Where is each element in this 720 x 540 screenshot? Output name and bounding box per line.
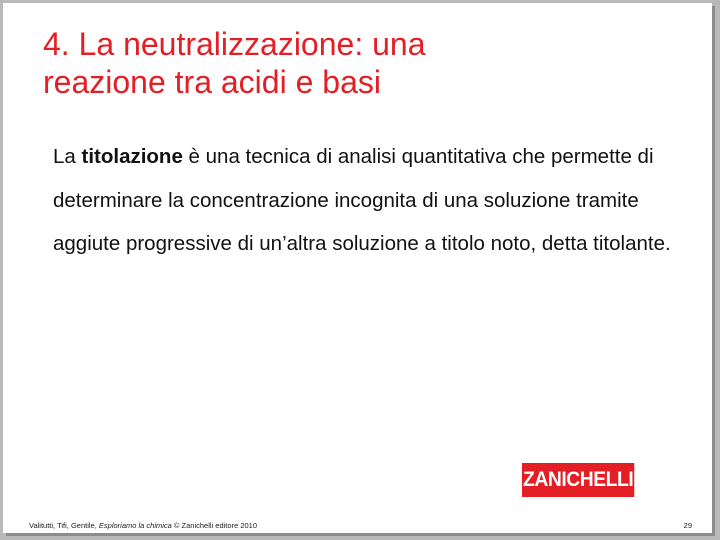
title-line-2: reazione tra acidi e basi bbox=[43, 64, 381, 100]
page-number: 29 bbox=[683, 521, 692, 530]
body-text-pre: La bbox=[53, 145, 82, 168]
zanichelli-logo: ZANICHELLI bbox=[522, 463, 634, 497]
slide-title bbox=[43, 25, 643, 101]
footer-credits bbox=[29, 521, 257, 530]
body-text-post: è una tecnica di analisi quantitativa che permette di determinare la concentrazione incognita di una soluzione tramite aggiute progressive di un’altra soluzione a titolo noto, detta titolante. bbox=[53, 145, 671, 255]
footer-book-title: Esploriamo la chimica bbox=[98, 521, 172, 530]
slide bbox=[3, 3, 712, 533]
title-line-1: 4. La neutralizzazione: una bbox=[43, 26, 426, 62]
body-paragraph bbox=[53, 135, 693, 266]
body-keyword: titolazione bbox=[81, 145, 183, 168]
footer-publisher: © Zanichelli editore 2010 bbox=[171, 521, 258, 530]
footer-authors: Valitutti, Tifi, Gentile, bbox=[29, 521, 99, 530]
